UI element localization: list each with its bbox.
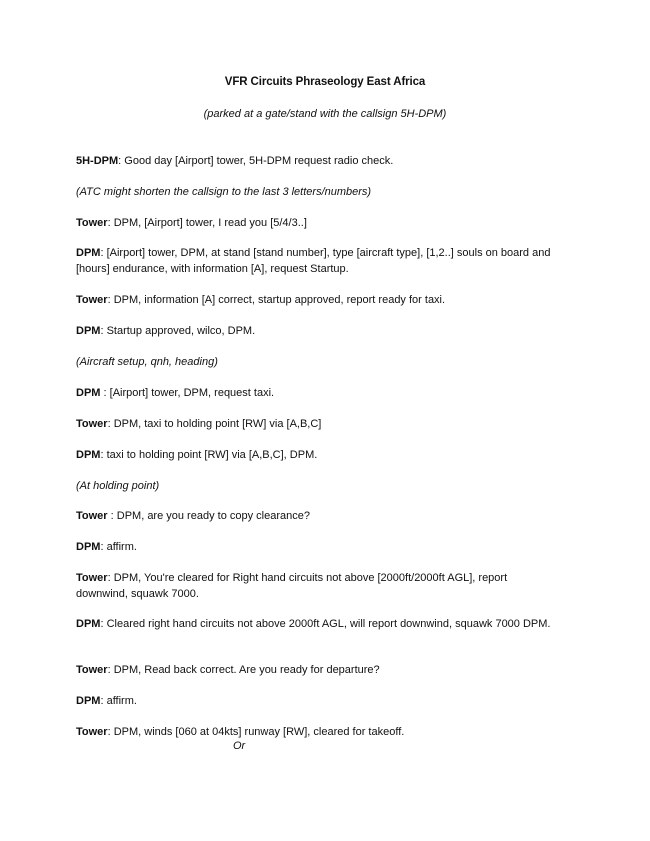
speaker-separator: : — [100, 247, 104, 259]
line-text: DPM, are you ready to copy clearance? — [113, 510, 310, 522]
note-line-holding-point: (At holding point) — [76, 480, 160, 492]
line-text: DPM, winds [060 at 04kts] runway [RW], cleared for takeoff. — [110, 726, 405, 738]
dialogue-line-taxi-readback — [76, 447, 576, 463]
speaker-label: Tower — [76, 217, 108, 229]
line-text: Cleared right hand circuits not above 2000ft AGL, will report downwind, squawk 7000 DPM. — [103, 618, 551, 630]
speaker-label: DPM — [76, 695, 101, 707]
or-label: Or — [233, 740, 246, 752]
dialogue-line-affirm-2 — [76, 693, 576, 709]
dialogue-line-readback-correct — [76, 662, 576, 678]
dialogue-line-copy-clearance — [76, 508, 576, 524]
speaker-label: DPM — [76, 387, 101, 399]
line-text: DPM, [Airport] tower, I read you [5/4/3..] — [110, 217, 307, 229]
line-text: Startup approved, wilco, DPM. — [103, 325, 256, 337]
speaker-separator: : — [100, 695, 104, 707]
speaker-separator: : — [100, 449, 104, 461]
speaker-separator: : — [107, 726, 111, 738]
line-text: DPM, Read back correct. Are you ready for departure? — [110, 664, 380, 676]
speaker-separator: : — [107, 294, 111, 306]
speaker-label: DPM — [76, 247, 101, 259]
dialogue-line-read-you — [76, 215, 576, 231]
speaker-label: Tower — [76, 294, 108, 306]
line-text: affirm. — [103, 541, 137, 553]
speaker-separator: : — [107, 510, 114, 522]
line-text: DPM, information [A] correct, startup approved, report ready for taxi. — [110, 294, 446, 306]
speaker-label: Tower — [76, 418, 108, 430]
speaker-label: DPM — [76, 541, 101, 553]
dialogue-line-request-taxi — [76, 385, 576, 401]
speaker-label: 5H-DPM — [76, 155, 119, 167]
document-title: VFR Circuits Phraseology East Africa — [224, 76, 426, 88]
dialogue-line-wilco — [76, 323, 576, 339]
dialogue-line-startup-approved — [76, 292, 576, 308]
dialogue-line-radio-check — [76, 153, 576, 169]
line-text: Good day [Airport] tower, 5H-DPM request radio check. — [121, 155, 394, 167]
line-text: affirm. — [103, 695, 137, 707]
dialogue-line-clearance — [76, 570, 546, 602]
speaker-label: Tower — [76, 510, 108, 522]
speaker-separator: : — [100, 387, 107, 399]
speaker-label: DPM — [76, 618, 101, 630]
line-text: [Airport] tower, DPM, at stand [stand number], type [aircraft type], [1,2..] souls on board and [hours] endurance, with information [A], request Startup. — [76, 247, 551, 275]
note-line-aircraft-setup: (Aircraft setup, qnh, heading) — [76, 356, 218, 368]
note-line-callsign: (ATC might shorten the callsign to the last 3 letters/numbers) — [76, 186, 372, 198]
speaker-separator: : — [107, 664, 111, 676]
dialogue-line-clearance-readback — [76, 616, 561, 632]
speaker-separator: : — [107, 217, 111, 229]
dialogue-line-request-startup — [76, 245, 574, 277]
speaker-separator: : — [107, 572, 111, 584]
speaker-separator: : — [100, 541, 104, 553]
speaker-label: Tower — [76, 572, 108, 584]
speaker-label: DPM — [76, 325, 101, 337]
dialogue-line-cleared-takeoff — [76, 724, 576, 740]
speaker-label: Tower — [76, 726, 108, 738]
speaker-label: Tower — [76, 664, 108, 676]
document-subtitle: (parked at a gate/stand with the callsign 5H-DPM) — [203, 108, 447, 120]
dialogue-line-taxi-instruction — [76, 416, 576, 432]
speaker-separator: : — [100, 618, 104, 630]
line-text: taxi to holding point [RW] via [A,B,C], DPM. — [103, 449, 318, 461]
line-text: DPM, You're cleared for Right hand circuits not above [2000ft/2000ft AGL], report downwind, squawk 7000. — [76, 572, 508, 600]
speaker-separator: : — [118, 155, 122, 167]
speaker-label: DPM — [76, 449, 101, 461]
line-text: [Airport] tower, DPM, request taxi. — [106, 387, 275, 399]
dialogue-line-affirm-1 — [76, 539, 576, 555]
speaker-separator: : — [107, 418, 111, 430]
speaker-separator: : — [100, 325, 104, 337]
line-text: DPM, taxi to holding point [RW] via [A,B,C] — [110, 418, 322, 430]
